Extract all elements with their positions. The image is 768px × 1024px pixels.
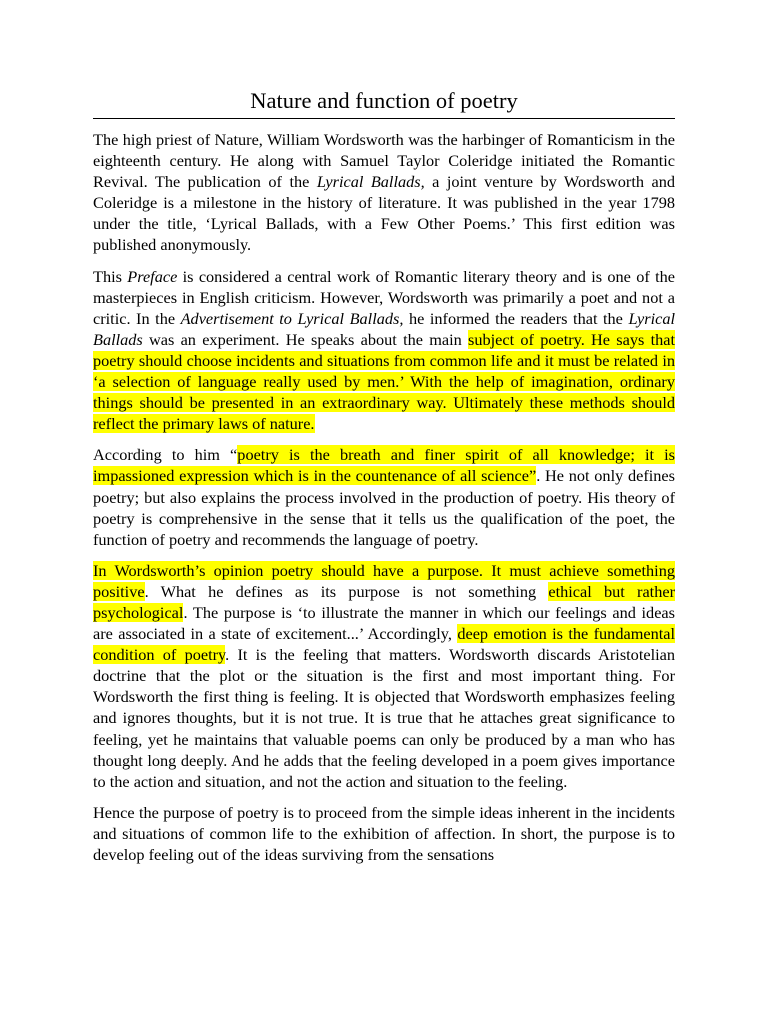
highlighted-text-segment: poetry is the breath and finer spirit of all knowledge; it is impassioned expression which is in the countenance of all science”	[93, 445, 675, 486]
paragraph-5	[93, 802, 675, 865]
text-segment: This	[93, 266, 128, 286]
text-segment: is considered a central work of Romantic literary theory and is one of the masterpieces in English criticism. However, Wordsworth was primarily a poet and not a critic. In the	[93, 266, 675, 328]
italic-text-segment: Lyrical Ballads	[93, 308, 676, 349]
paragraph-3	[93, 444, 675, 549]
text-segment: was an experiment. He speaks about the main	[142, 329, 469, 349]
paragraph-2	[93, 266, 675, 435]
text-segment: Hence the purpose of poetry is to proceed from the simple ideas inherent in the incidents and situations of common life to the exhibition of affection. In short, the purpose is to develop feeling out of the ideas surviving from the sensations	[93, 802, 675, 864]
highlighted-text-segment: deep emotion is the fundamental condition of poetry	[93, 624, 675, 665]
text-segment: According to him “	[93, 445, 238, 465]
text-segment: The high priest of Nature, William Wordsworth was the harbinger of Romanticism in the eighteenth century. He along with Samuel Taylor Coleridge initiated the Romantic Revival. The publication of the	[93, 130, 675, 192]
italic-text-segment: Preface	[127, 266, 178, 286]
highlighted-text-segment: ethical but rather psychological	[93, 581, 675, 622]
text-segment: . The purpose is ‘to illustrate the manner in which our feelings and ideas are associated in a state of excitement...’ Accordingly,	[93, 602, 675, 644]
highlighted-text-segment: subject of poetry. He says that poetry should choose incidents and situations from common life and it must be related in ‘a selection of language really used by men.’ With the help of imagination, ordinary things should be presented in an extraordinary way. Ultimately these methods should reflect the primary laws of nature.	[93, 329, 675, 434]
italic-text-segment: Lyrical Ballads,	[316, 172, 425, 192]
text-segment: . What he defines as its purpose is not something	[144, 581, 549, 601]
text-segment: . It is the feeling that matters. Wordsworth discards Aristotelian doctrine that the plot or the situation is the first and most important thing. For Wordsworth the first thing is feeling. It is objected that Wordsworth emphasizes feeling and ignores thoughts, but it is not true. It is true that he attaches great significance to feeling, yet he maintains that valuable poems can only be produced by a man who has thought long deeply. And he adds that the feeling developed in a poem gives importance to the action and situation, and not the action and situation to the feeling.	[93, 645, 675, 791]
text-segment: he informed the readers that the	[403, 308, 629, 328]
paragraph-1	[93, 129, 675, 256]
highlighted-text-segment: In Wordsworth’s opinion poetry should have a purpose. It must achieve something positive	[93, 560, 675, 601]
italic-text-segment: Advertisement to Lyrical Ballads,	[180, 308, 404, 328]
document-title: Nature and function of poetry	[93, 86, 675, 119]
text-segment: a joint venture by Wordsworth and Coleridge is a milestone in the history of literature. It was published in the year 1798 under the title, ‘Lyrical Ballads, with a Few Other Poems.’ This first edition was published anonymously.	[93, 172, 675, 255]
text-segment: . He not only defines poetry; but also explains the process involved in the production of poetry. His theory of poetry is comprehensive in the sense that it tells us the qualification of the poet, the function of poetry and recommends the language of poetry.	[93, 466, 675, 549]
paragraph-4	[93, 560, 675, 792]
